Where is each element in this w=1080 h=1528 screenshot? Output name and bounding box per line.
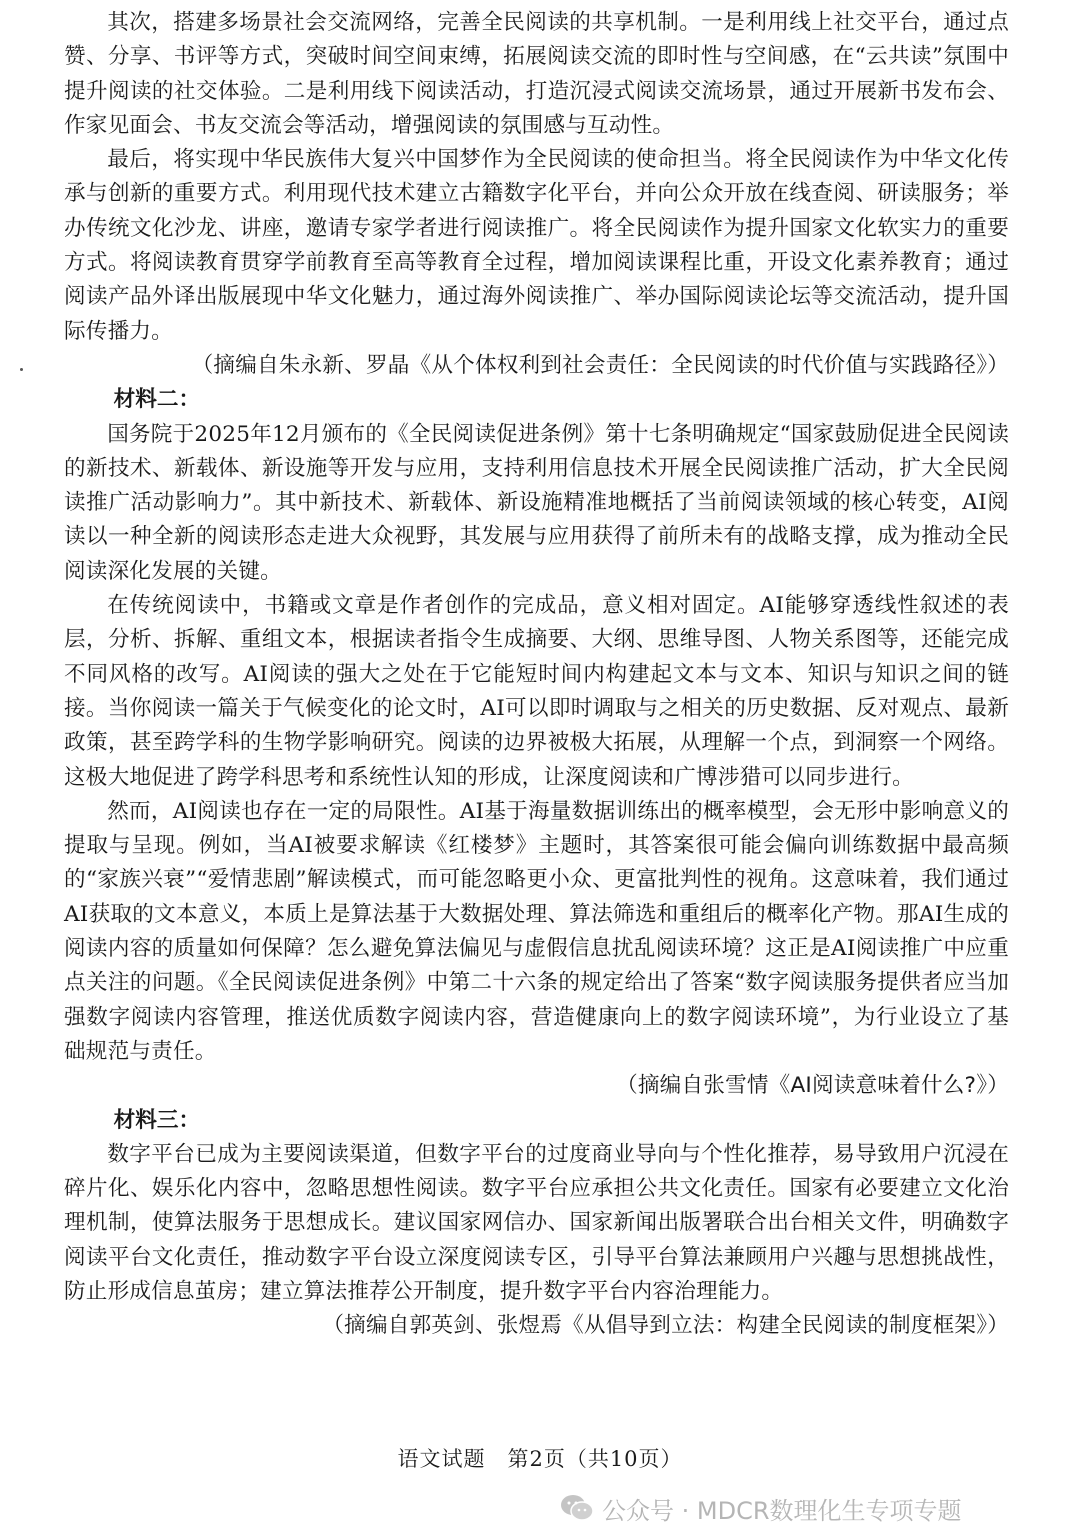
wechat-watermark	[560, 1488, 1080, 1528]
material2-paragraph-2: 在传统阅读中，书籍或文章是作者创作的完成品，意义相对固定。AI能够穿透线性叙述的表层，分析、拆解、重组文本，根据读者指令生成摘要、大纲、思维导图、人物关系图等，还能完成不同风格的改写。AI阅读的强大之处在于它能短时间内构建起文本与文本、知识与知识之间的链接。当你阅读一篇关于气候变化的论文时，AI可以即时调取与之相关的历史数据、反对观点、最新政策，甚至跨学科的生物学影响研究。阅读的边界被极大拓展，从理解一个点，到洞察一个网络。这极大地促进了跨学科思考和系统性认知的形成，让深度阅读和广博涉猎可以同步进行。	[64, 593, 1009, 790]
material1-source: （摘编自朱永新、罗晶《从个体权利到社会责任：全民阅读的时代价值与实践路径》）	[191, 352, 1009, 378]
material2-paragraph-3: 然而，AI阅读也存在一定的局限性。AI基于海量数据训练出的概率模型，会无形中影响意义的提取与呈现。例如，当AI被要求解读《红楼梦》主题时，其答案很可能会偏向训练数据中最高频的“家族兴衰”“爱情悲剧”解读模式，而可能忽略更小众、更富批判性的视角。这意味着，我们通过AI获取的文本意义，本质上是算法基于大数据处理、算法筛选和重组后的概率化产物。那AI生成的阅读内容的质量如何保障？怎么避免算法偏见与虚假信息扰乱阅读环境？这正是AI阅读推广中应重点关注的问题。《全民阅读促进条例》中第二十六条的规定给出了答案“数字阅读服务提供者应当加强数字阅读内容管理，推送优质数字阅读内容，营造健康向上的数字阅读环境”，为行业设立了基础规范与责任。	[64, 798, 1009, 1064]
wechat-icon	[560, 1494, 594, 1522]
material1-paragraph-2: 最后，将实现中华民族伟大复兴中国梦作为全民阅读的使命担当。将全民阅读作为中华文化传承与创新的重要方式。利用现代技术建立古籍数字化平台，并向公众开放在线查阅、研读服务；举办传统文化沙龙、讲座，邀请专家学者进行阅读推广。将全民阅读作为提升国家文化软实力的重要方式。将阅读教育贯穿学前教育至高等教育全过程，增加阅读课程比重，开设文化素养教育；通过阅读产品外译出版展现中华文化魅力，通过海外阅读推广、举办国际阅读论坛等交流活动，提升国际传播力。	[64, 147, 1009, 344]
exam-page	[64, 6, 1009, 1344]
material2-source: （摘编自张雪情《AI阅读意味着什么?》）	[616, 1073, 1009, 1099]
material1-paragraph-1: 其次，搭建多场景社会交流网络，完善全民阅读的共享机制。一是利用线上社交平台，通过点赞、分享、书评等方式，突破时间空间束缚，拓展阅读交流的即时性与空间感，在“云共读”氛围中提升阅读的社交体验。二是利用线下阅读活动，打造沉浸式阅读交流场景，通过开展新书发布会、作家见面会、书友交流会等活动，增强阅读的氛围感与互动性。	[64, 10, 1009, 138]
material3-heading: 材料三：	[113, 1107, 201, 1133]
material2-paragraph-1: 国务院于2025年12月颁布的《全民阅读促进条例》第十七条明确规定“国家鼓励促进全民阅读的新技术、新载体、新设施等开发与应用，支持利用信息技术开展全民阅读推广活动，扩大全民阅读推广活动影响力”。其中新技术、新载体、新设施精准地概括了当前阅读领域的核心转变，AI阅读以一种全新的阅读形态走进大众视野，其发展与应用获得了前所未有的战略支撑，成为推动全民阅读深化发展的关键。	[64, 421, 1009, 584]
material2-heading: 材料二：	[113, 387, 201, 413]
material3-source: （摘编自郭英剑、张煜焉《从倡导到立法：构建全民阅读的制度框架》）	[322, 1313, 1009, 1339]
scan-speck	[20, 368, 23, 371]
material3-paragraph-1: 数字平台已成为主要阅读渠道，但数字平台的过度商业导向与个性化推荐，易导致用户沉浸在碎片化、娱乐化内容中，忽略思想性阅读。数字平台应承担公共文化责任。国家有必要建立文化治理机制，使算法服务于思想成长。建议国家网信办、国家新闻出版署联合出台相关文件，明确数字阅读平台文化责任，推动数字平台设立深度阅读专区，引导平台算法兼顾用户兴趣与思想挑战性，防止形成信息茧房；建立算法推荐公开制度，提升数字平台内容治理能力。	[64, 1141, 1009, 1304]
page-footer: 语文试题 第2页（共10页）	[397, 1447, 683, 1471]
watermark-text: 公众号 · MDCR数理化生专项专题	[602, 1496, 962, 1525]
